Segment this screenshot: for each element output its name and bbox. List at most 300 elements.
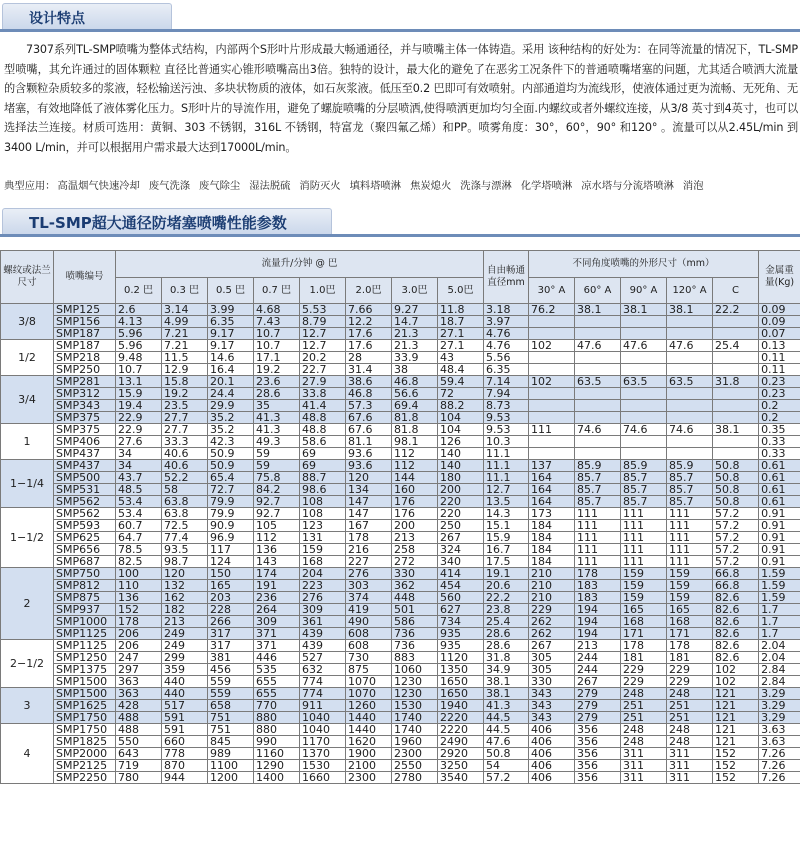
passage-cell: 5.56: [484, 352, 529, 364]
pressure-header: 3.0巴: [392, 278, 438, 304]
pressure-header: 0.3 巴: [162, 278, 208, 304]
dimension-cell: 168: [667, 616, 713, 628]
dimension-cell: 244: [575, 664, 621, 676]
flow-cell: 22.9: [116, 412, 162, 424]
table-row: [1, 376, 800, 388]
passage-cell: 15.1: [484, 520, 529, 532]
dimension-cell: 66.8: [713, 568, 759, 580]
flow-cell: 3540: [438, 772, 484, 784]
flow-cell: 168: [300, 556, 346, 568]
dimension-cell: [575, 364, 621, 376]
dimension-cell: 184: [529, 532, 575, 544]
dimension-cell: 111: [667, 532, 713, 544]
flow-cell: 258: [392, 544, 438, 556]
flow-cell: 81.1: [346, 436, 392, 448]
flow-cell: 632: [300, 664, 346, 676]
table-row: [1, 736, 800, 748]
model-cell: SMP562: [54, 496, 116, 508]
dimension-cell: 406: [529, 724, 575, 736]
dimension-cell: [575, 316, 621, 328]
dimension-cell: 183: [575, 592, 621, 604]
dimension-cell: 25.4: [713, 340, 759, 352]
size-cell: 1/2: [1, 340, 54, 376]
dimension-cell: [575, 352, 621, 364]
flow-cell: 162: [162, 592, 208, 604]
flow-cell: 1170: [300, 736, 346, 748]
dimension-cell: [529, 388, 575, 400]
weight-cell: 2.04: [759, 652, 800, 664]
table-row: [1, 484, 800, 496]
dimension-cell: [529, 448, 575, 460]
dimension-cell: 279: [575, 700, 621, 712]
flow-cell: 112: [392, 448, 438, 460]
table-row: [1, 580, 800, 592]
flow-cell: 9.17: [208, 328, 254, 340]
dimension-cell: 262: [529, 616, 575, 628]
weight-cell: 0.13: [759, 340, 800, 352]
dimension-cell: 171: [667, 628, 713, 640]
flow-cell: 15.9: [116, 388, 162, 400]
flow-cell: 381: [208, 652, 254, 664]
flow-cell: 10.7: [116, 364, 162, 376]
model-cell: SMP343: [54, 400, 116, 412]
dimension-cell: [667, 364, 713, 376]
flow-cell: 488: [116, 712, 162, 724]
table-row: [1, 460, 800, 472]
table-row: [1, 652, 800, 664]
dimension-cell: 406: [529, 748, 575, 760]
flow-cell: 203: [208, 592, 254, 604]
flow-cell: 3.14: [162, 304, 208, 316]
size-cell: 1−1/4: [1, 460, 54, 508]
flow-cell: 363: [116, 676, 162, 688]
flow-cell: 50.9: [208, 448, 254, 460]
passage-cell: 44.5: [484, 712, 529, 724]
flow-cell: 1040: [300, 724, 346, 736]
dimension-cell: [621, 328, 667, 340]
flow-cell: 104: [438, 412, 484, 424]
flow-cell: 428: [116, 700, 162, 712]
model-cell: SMP593: [54, 520, 116, 532]
passage-cell: 38.1: [484, 676, 529, 688]
dimension-cell: 229: [667, 664, 713, 676]
flow-cell: 58.6: [300, 436, 346, 448]
table-row: [1, 772, 800, 784]
flow-cell: 206: [116, 640, 162, 652]
flow-cell: 448: [392, 592, 438, 604]
model-cell: SMP312: [54, 388, 116, 400]
dimension-cell: 194: [575, 616, 621, 628]
flow-cell: 23.6: [254, 376, 300, 388]
dimension-cell: [621, 412, 667, 424]
dimension-cell: 152: [713, 760, 759, 772]
flow-cell: 276: [346, 568, 392, 580]
dimension-cell: 159: [621, 580, 667, 592]
flow-cell: 608: [346, 640, 392, 652]
flow-cell: 16.4: [208, 364, 254, 376]
passage-cell: 57.2: [484, 772, 529, 784]
dimension-cell: [713, 364, 759, 376]
flow-cell: 780: [116, 772, 162, 784]
flow-cell: 69.4: [392, 400, 438, 412]
flow-cell: 734: [438, 616, 484, 628]
flow-cell: 276: [300, 592, 346, 604]
dimension-cell: 194: [575, 628, 621, 640]
flow-cell: 2100: [346, 760, 392, 772]
passage-cell: 44.5: [484, 724, 529, 736]
flow-cell: 131: [300, 532, 346, 544]
flow-cell: 12.7: [300, 340, 346, 352]
flow-cell: 774: [300, 688, 346, 700]
flow-cell: 93.5: [162, 544, 208, 556]
size-header: 螺纹或法兰尺寸: [1, 251, 54, 304]
flow-cell: 303: [346, 580, 392, 592]
applications-line: [4, 178, 798, 194]
model-cell: SMP2000: [54, 748, 116, 760]
table-row: [1, 544, 800, 556]
dimension-cell: 311: [667, 772, 713, 784]
pressure-header: 0.7 巴: [254, 278, 300, 304]
dimension-cell: 267: [529, 640, 575, 652]
flow-cell: 2220: [438, 712, 484, 724]
weight-cell: 0.07: [759, 328, 800, 340]
model-cell: SMP125: [54, 304, 116, 316]
table-row: [1, 724, 800, 736]
weight-cell: 0.61: [759, 472, 800, 484]
passage-cell: 23.8: [484, 604, 529, 616]
passage-cell: 11.1: [484, 472, 529, 484]
flow-cell: 11.5: [162, 352, 208, 364]
flow-cell: 92.7: [254, 508, 300, 520]
table-row: [1, 640, 800, 652]
flow-cell: 104: [438, 424, 484, 436]
dimension-cell: 121: [713, 724, 759, 736]
flow-cell: 120: [162, 568, 208, 580]
model-cell: SMP437: [54, 460, 116, 472]
model-cell: SMP1750: [54, 724, 116, 736]
application-item: 洗涤与漂淋: [460, 180, 512, 192]
weight-cell: 0.91: [759, 532, 800, 544]
dimension-cell: 111: [575, 508, 621, 520]
flow-cell: 560: [438, 592, 484, 604]
flow-cell: 88.2: [438, 400, 484, 412]
model-cell: SMP687: [54, 556, 116, 568]
dimension-cell: 159: [667, 580, 713, 592]
flow-cell: 41.3: [254, 424, 300, 436]
table-row: [1, 532, 800, 544]
model-cell: SMP1250: [54, 652, 116, 664]
dimension-cell: 85.7: [621, 484, 667, 496]
passage-cell: 47.6: [484, 736, 529, 748]
passage-cell: 12.7: [484, 484, 529, 496]
table-row: [1, 604, 800, 616]
dimension-cell: 111: [575, 532, 621, 544]
weight-cell: 3.29: [759, 700, 800, 712]
flow-cell: 439: [300, 628, 346, 640]
flow-cell: 67.6: [346, 412, 392, 424]
flow-cell: 719: [116, 760, 162, 772]
dimension-cell: [529, 436, 575, 448]
flow-cell: 132: [162, 580, 208, 592]
flow-cell: 28: [346, 352, 392, 364]
weight-cell: 2.84: [759, 664, 800, 676]
dimension-cell: [529, 364, 575, 376]
passage-cell: 4.76: [484, 340, 529, 352]
flow-cell: 24.4: [208, 388, 254, 400]
table-row: [1, 304, 800, 316]
passage-cell: 38.1: [484, 688, 529, 700]
flow-cell: 117: [208, 544, 254, 556]
dimension-cell: 111: [621, 532, 667, 544]
flow-cell: 167: [346, 520, 392, 532]
flow-cell: 220: [438, 508, 484, 520]
flow-cell: 249: [162, 628, 208, 640]
flow-cell: 12.2: [346, 316, 392, 328]
flow-cell: 123: [300, 520, 346, 532]
flow-cell: 1530: [300, 760, 346, 772]
flow-cell: 247: [116, 652, 162, 664]
weight-cell: 3.29: [759, 712, 800, 724]
flow-cell: 362: [392, 580, 438, 592]
dimension-cell: 82.6: [713, 652, 759, 664]
flow-cell: 82.5: [116, 556, 162, 568]
dimension-cell: 102: [713, 664, 759, 676]
dimension-cell: [667, 328, 713, 340]
dimension-cell: 229: [621, 676, 667, 688]
model-cell: SMP1000: [54, 616, 116, 628]
dimension-cell: [713, 448, 759, 460]
dimension-cell: 63.5: [575, 376, 621, 388]
flow-cell: 1370: [300, 748, 346, 760]
flow-cell: 20.2: [300, 352, 346, 364]
dimension-cell: 210: [529, 568, 575, 580]
flow-cell: 2550: [392, 760, 438, 772]
passage-cell: 7.94: [484, 388, 529, 400]
weight-cell: 7.26: [759, 772, 800, 784]
header-rule: [0, 29, 800, 32]
dimension-header: C: [713, 278, 759, 304]
flow-cell: 180: [438, 472, 484, 484]
flow-cell: 299: [162, 652, 208, 664]
dimension-cell: 85.9: [575, 460, 621, 472]
weight-header: 金属重量(Kg): [759, 251, 800, 304]
flow-cell: 200: [438, 484, 484, 496]
model-cell: SMP1625: [54, 700, 116, 712]
model-cell: SMP1125: [54, 628, 116, 640]
flow-cell: 340: [438, 556, 484, 568]
weight-cell: 0.09: [759, 304, 800, 316]
model-cell: SMP1125: [54, 640, 116, 652]
dimension-cell: [621, 436, 667, 448]
size-cell: 4: [1, 724, 54, 784]
passage-cell: 50.8: [484, 748, 529, 760]
dimension-cell: 76.2: [529, 304, 575, 316]
flow-cell: 204: [300, 568, 346, 580]
design-paragraph: 7307系列TL-SMP喷嘴为整体式结构，内部两个S形叶片形成最大畅通通径，并与喷嘴主体一体铸造。采用 该种结构的好处为：在同等流量的情况下，TL-SMP型喷嘴，其允许通过的固体颗粒 直径比普通实心锥形喷嘴高出3倍。独特的设计，最大化的避免了在恶劣工况条件下的普通喷嘴堵塞的问题，尤其适合喷洒大流量的含颗粒杂质较多的浆液，轻松输送污浊、多块状物质的液体，如石灰浆液。低压至0.2 巴即可有效喷射。内部通道均为流线形，使液体通过更为流畅、无死角、无堵塞，有效地降低了液体雾化压力。S形叶片的导流作用，避免了螺旋喷嘴的分层喷洒,使得喷洒更加均匀全面.内螺纹或者外螺纹连接，从3/8 英寸到4英寸，也可以选择法兰连接。材质可选用：黄铜、303 不锈钢，316L 不锈钢，特富龙（聚四氟乙烯）和PP。喷雾角度：30°，60°，90° 和120° 。流量可以从2.45L/min 到3400 L/min，并可以根据用户需求最大达到17000L/min。: [4, 43, 798, 154]
dimension-cell: 66.8: [713, 580, 759, 592]
dimension-cell: 47.6: [575, 340, 621, 352]
flow-cell: 1040: [300, 712, 346, 724]
flow-cell: 1660: [300, 772, 346, 784]
dimension-cell: 356: [575, 736, 621, 748]
table-row: [1, 568, 800, 580]
dimension-header: 120° A: [667, 278, 713, 304]
dimension-cell: 406: [529, 760, 575, 772]
table-row: [1, 748, 800, 760]
dimension-cell: 210: [529, 592, 575, 604]
flow-cell: 220: [438, 496, 484, 508]
weight-cell: 2.84: [759, 676, 800, 688]
flow-cell: 2.6: [116, 304, 162, 316]
flow-cell: 3250: [438, 760, 484, 772]
flow-cell: 50.9: [208, 460, 254, 472]
dimension-cell: 184: [529, 556, 575, 568]
flow-cell: 63.8: [162, 496, 208, 508]
table-row: [1, 316, 800, 328]
model-cell: SMP281: [54, 376, 116, 388]
dimension-cell: 262: [529, 628, 575, 640]
flow-cell: 48.8: [300, 412, 346, 424]
model-cell: SMP250: [54, 364, 116, 376]
flow-cell: 736: [392, 640, 438, 652]
flow-cell: 178: [346, 532, 392, 544]
flow-cell: 22.9: [116, 424, 162, 436]
dimension-cell: 305: [529, 652, 575, 664]
dimension-cell: 85.7: [621, 496, 667, 508]
flow-cell: 751: [208, 712, 254, 724]
dimension-cell: 251: [667, 700, 713, 712]
dimension-cell: 74.6: [575, 424, 621, 436]
model-cell: SMP406: [54, 436, 116, 448]
weight-cell: 0.61: [759, 496, 800, 508]
passage-cell: 54: [484, 760, 529, 772]
model-cell: SMP562: [54, 508, 116, 520]
flow-cell: 371: [254, 628, 300, 640]
flow-cell: 93.6: [346, 448, 392, 460]
dimension-cell: 111: [667, 544, 713, 556]
flow-cell: 98.7: [162, 556, 208, 568]
dimension-cell: 38.1: [621, 304, 667, 316]
flow-cell: 2300: [346, 772, 392, 784]
flow-cell: 535: [254, 664, 300, 676]
dimension-cell: [529, 316, 575, 328]
passage-cell: 14.3: [484, 508, 529, 520]
dimension-cell: 38.1: [713, 424, 759, 436]
flow-cell: 317: [208, 640, 254, 652]
dimension-cell: 111: [667, 556, 713, 568]
flow-cell: 206: [116, 628, 162, 640]
flow-cell: 69: [300, 460, 346, 472]
weight-cell: 1.7: [759, 604, 800, 616]
dimension-cell: 251: [667, 712, 713, 724]
weight-cell: 0.35: [759, 424, 800, 436]
passage-cell: 20.6: [484, 580, 529, 592]
dimension-cell: 85.7: [575, 472, 621, 484]
flow-cell: 9.17: [208, 340, 254, 352]
dimension-cell: [667, 436, 713, 448]
dimension-cell: 121: [713, 688, 759, 700]
flow-cell: 108: [300, 508, 346, 520]
flow-cell: 309: [254, 616, 300, 628]
dimension-cell: 50.8: [713, 484, 759, 496]
passage-cell: 16.7: [484, 544, 529, 556]
dimension-cell: 63.5: [667, 376, 713, 388]
flow-cell: 98.1: [392, 436, 438, 448]
application-item: 消防灭火: [299, 180, 341, 192]
flow-cell: 1350: [438, 664, 484, 676]
flow-cell: 48.4: [438, 364, 484, 376]
flow-cell: 1940: [438, 700, 484, 712]
flow-cell: 317: [208, 628, 254, 640]
flow-cell: 27.9: [300, 376, 346, 388]
flow-cell: 935: [438, 640, 484, 652]
dimension-cell: 121: [713, 736, 759, 748]
flow-cell: 5.53: [300, 304, 346, 316]
passage-cell: 9.53: [484, 424, 529, 436]
dimension-cell: [667, 388, 713, 400]
dimension-cell: 194: [575, 604, 621, 616]
model-cell: SMP187: [54, 328, 116, 340]
flow-cell: 236: [254, 592, 300, 604]
flow-cell: 324: [438, 544, 484, 556]
flow-cell: 165: [208, 580, 254, 592]
weight-cell: 0.91: [759, 556, 800, 568]
dimension-cell: 213: [575, 640, 621, 652]
table-row: [1, 616, 800, 628]
dimension-cell: 248: [621, 736, 667, 748]
applications-list: [57, 180, 712, 192]
application-item: 废气除尘: [199, 180, 241, 192]
flow-cell: 845: [208, 736, 254, 748]
table-row: [1, 700, 800, 712]
table-row: [1, 628, 800, 640]
flow-cell: 11.8: [438, 304, 484, 316]
header-rule: [0, 234, 800, 237]
dimension-cell: 137: [529, 460, 575, 472]
dimension-cell: [713, 388, 759, 400]
application-item: 凉水塔与分流塔喷淋: [581, 180, 674, 192]
model-cell: SMP437: [54, 448, 116, 460]
flow-cell: 27.1: [438, 340, 484, 352]
flow-cell: 79.9: [208, 496, 254, 508]
flow-cell: 21.3: [392, 328, 438, 340]
dimension-cell: 159: [667, 592, 713, 604]
flow-cell: 586: [392, 616, 438, 628]
flow-cell: 81.8: [392, 412, 438, 424]
flow-cell: 150: [208, 568, 254, 580]
dimension-cell: 159: [621, 592, 667, 604]
flow-cell: 147: [346, 508, 392, 520]
dimension-cell: 178: [621, 640, 667, 652]
flow-cell: 655: [254, 676, 300, 688]
flow-cell: 2780: [392, 772, 438, 784]
flow-cell: 159: [300, 544, 346, 556]
dimension-cell: [713, 400, 759, 412]
pressure-header: 0.5 巴: [208, 278, 254, 304]
dimension-cell: [621, 316, 667, 328]
flow-cell: 439: [300, 640, 346, 652]
flow-cell: 58: [162, 484, 208, 496]
flow-cell: 488: [116, 724, 162, 736]
dimension-cell: 210: [529, 580, 575, 592]
flow-cell: 227: [346, 556, 392, 568]
dimension-cell: 85.7: [621, 472, 667, 484]
flow-cell: 18.7: [438, 316, 484, 328]
flow-cell: 1530: [392, 700, 438, 712]
weight-cell: 0.2: [759, 412, 800, 424]
flow-cell: 100: [116, 568, 162, 580]
weight-cell: 0.91: [759, 520, 800, 532]
